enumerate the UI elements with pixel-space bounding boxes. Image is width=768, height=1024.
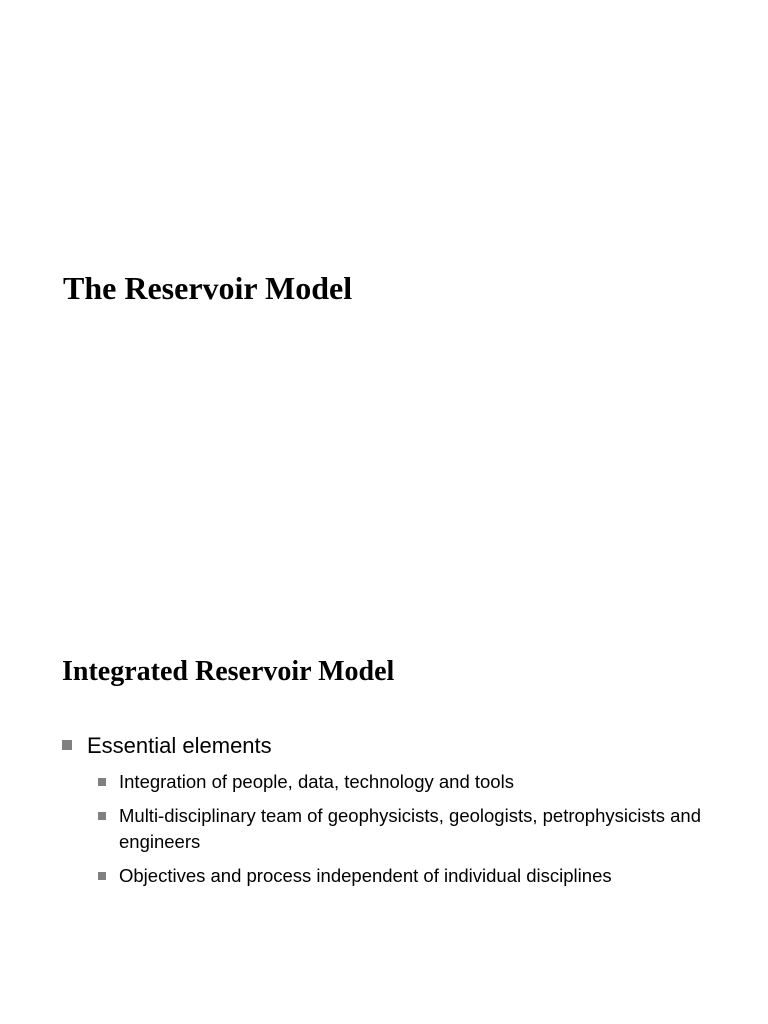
section-title: Integrated Reservoir Model bbox=[62, 656, 395, 687]
bullet-essential-elements bbox=[62, 731, 272, 761]
square-bullet-icon bbox=[98, 778, 106, 786]
sub-bullet-text: Integration of people, data, technology and tools bbox=[119, 771, 514, 792]
square-bullet-icon bbox=[62, 740, 72, 750]
sub-bullet-list bbox=[98, 769, 718, 897]
list-item bbox=[98, 863, 718, 889]
sub-bullet-text: Multi-disciplinary team of geophysicists, geologists, petrophysicists and engineers bbox=[119, 805, 701, 852]
list-item bbox=[98, 769, 718, 795]
square-bullet-icon bbox=[98, 872, 106, 880]
sub-bullet-text: Objectives and process independent of individual disciplines bbox=[119, 865, 612, 886]
slide-title: The Reservoir Model bbox=[63, 270, 353, 306]
list-item bbox=[98, 803, 718, 855]
square-bullet-icon bbox=[98, 812, 106, 820]
bullet-text: Essential elements bbox=[87, 733, 272, 758]
